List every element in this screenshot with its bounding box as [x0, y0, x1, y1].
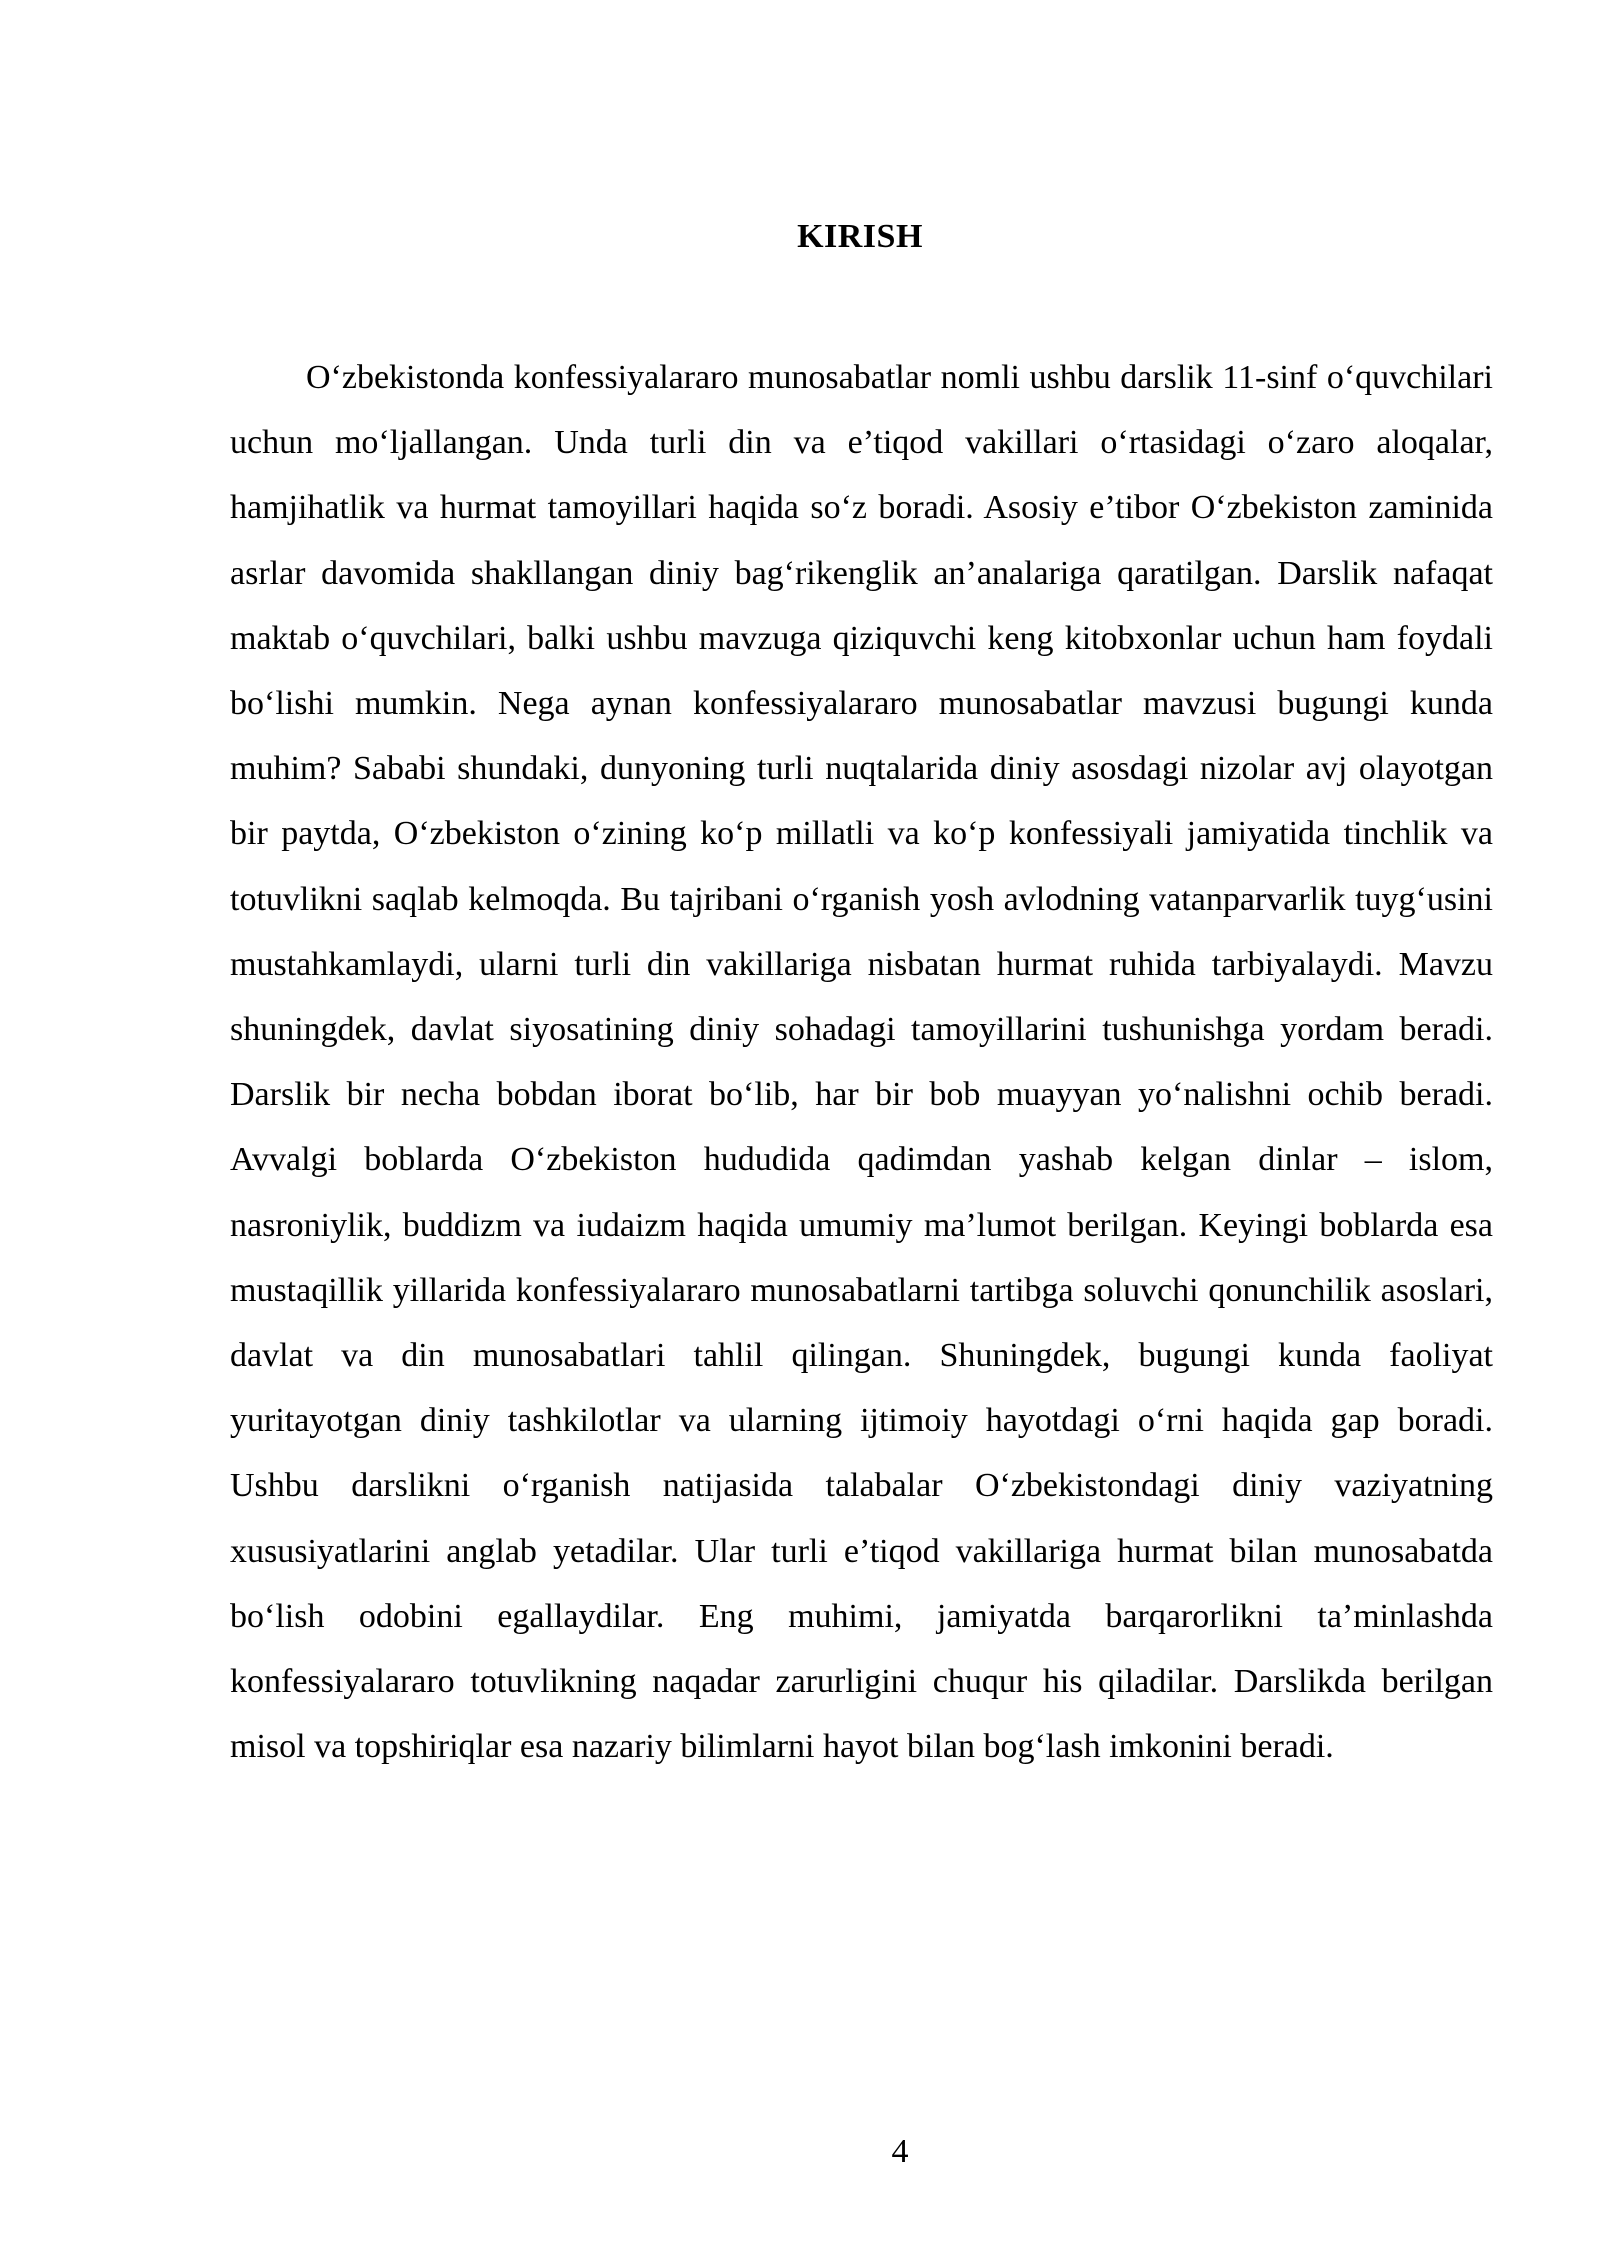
- page-title: KIRISH: [797, 218, 923, 255]
- body-paragraph: O‘zbekistonda konfessiyalararo munosabatlar nomli ushbu darslik 11-sinf o‘quvchilari uchun mo‘ljallangan. Unda turli din va e’tiqod vakillari o‘rtasidagi o‘zaro aloqalar, hamjihatlik va hurmat tamoyillari haqida so‘z boradi. Asosiy e’tibor O‘zbekiston zaminida asrlar davomida shakllangan diniy bag‘rikenglik an’analariga qaratilgan. Darslik nafaqat maktab o‘quvchilari, balki ushbu mavzuga qiziquvchi keng kitobxonlar uchun ham foydali bo‘lishi mumkin. Nega aynan konfessiyalararo munosabatlar mavzusi bugungi kunda muhim? Sababi shundaki, dunyoning turli nuqtalarida diniy asosdagi nizolar avj olayotgan bir paytda, O‘zbekiston o‘zining ko‘p millatli va ko‘p konfessiyali jamiyatida tinchlik va totuvlikni saqlab kelmoqda. Bu tajribani o‘rganish yosh avlodning vatanparvarlik tuyg‘usini mustahkamlaydi, ularni turli din vakillariga nisbatan hurmat ruhida tarbiyalaydi. Mavzu shuningdek, davlat siyosatining diniy sohadagi tamoyillarini tushunishga yordam beradi. Darslik bir necha bobdan iborat bo‘lib, har bir bob muayyan yo‘nalishni ochib beradi. Avvalgi boblarda O‘zbekiston hududida qadimdan yashab kelgan dinlar – islom, nasroniylik, buddizm va iudaizm haqida umumiy ma’lumot berilgan. Keyingi boblarda esa mustaqillik yillarida konfessiyalararo munosabatlarni tartibga soluvchi qonunchilik asoslari, davlat va din munosabatlari tahlil qilingan. Shuningdek, bugungi kunda faoliyat yuritayotgan diniy tashkilotlar va ularning ijtimoiy hayotdagi o‘rni haqida gap boradi. Ushbu darslikni o‘rganish natijasida talabalar O‘zbekistondagi diniy vaziyatning xususiyatlarini anglab yetadilar. Ular turli e’tiqod vakillariga hurmat bilan munosabatda bo‘lish odobini egallaydilar. Eng muhimi, jamiyatda barqarorlikni ta’minlashda konfessiyalararo totuvlikning naqadar zarurligini chuqur his qiladilar. Darslikda berilgan misol va topshiriqlar esa nazariy bilimlarni hayot bilan bog‘lash imkonini beradi.: [230, 359, 1493, 1766]
- page-number: 4: [891, 2133, 909, 2170]
